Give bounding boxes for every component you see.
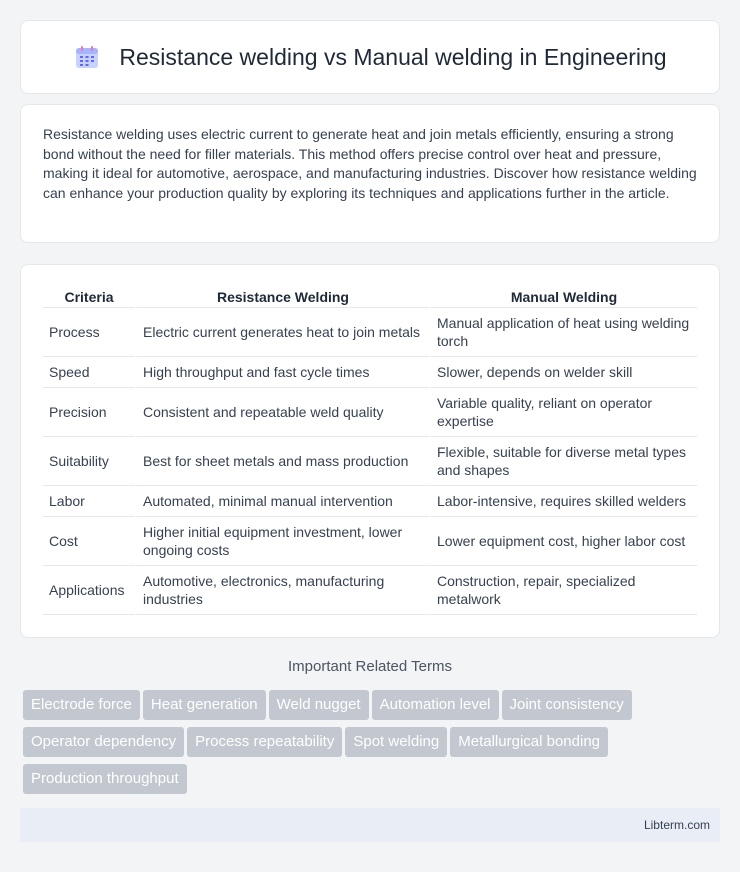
table-cell: Labor xyxy=(43,486,135,517)
table-cell: Manual application of heat using welding torch xyxy=(429,308,697,357)
footer-site-link[interactable]: Libterm.com xyxy=(643,818,710,832)
document-grid-icon xyxy=(73,43,101,71)
table-row xyxy=(43,486,697,517)
intro-card xyxy=(20,104,720,243)
related-term-tag[interactable]: Joint consistency xyxy=(502,690,632,720)
table-cell: Labor-intensive, requires skilled welders xyxy=(429,486,697,517)
table-row xyxy=(43,357,697,388)
related-term-tag[interactable]: Spot welding xyxy=(345,727,447,757)
related-terms-title: Important Related Terms xyxy=(288,658,452,675)
related-term-tag[interactable]: Automation level xyxy=(372,690,499,720)
table-cell: Consistent and repeatable weld quality xyxy=(135,388,429,437)
intro-text: Resistance welding uses electric current to generate heat and join metals efficiently, ensuring a strong bond without the need for filler materials. This method offers precise control over heat and pressure, making it ideal for automotive, aerospace, and manufacturing industries. Discover how resistance welding can enhance your production quality by exploring its techniques and applications further in the article. xyxy=(43,126,697,201)
table-cell: Variable quality, reliant on operator expertise xyxy=(429,388,697,437)
related-terms-list xyxy=(23,690,723,801)
related-term-tag[interactable]: Weld nugget xyxy=(269,690,369,720)
table-row xyxy=(43,308,697,357)
table-cell: Automotive, electronics, manufacturing industries xyxy=(135,566,429,615)
table-cell: Precision xyxy=(43,388,135,437)
table-cell: Best for sheet metals and mass production xyxy=(135,437,429,486)
page-title: Resistance welding vs Manual welding in Engineering xyxy=(119,43,667,70)
header-criteria: Criteria xyxy=(43,285,135,308)
table-cell: Higher initial equipment investment, lower ongoing costs xyxy=(135,517,429,566)
table-cell: Suitability xyxy=(43,437,135,486)
related-term-tag[interactable]: Production throughput xyxy=(23,764,187,794)
table-cell: Flexible, suitable for diverse metal types and shapes xyxy=(429,437,697,486)
table-cell: Automated, minimal manual intervention xyxy=(135,486,429,517)
table-header-row xyxy=(43,285,697,308)
table-cell: Cost xyxy=(43,517,135,566)
table-cell: Applications xyxy=(43,566,135,615)
table-cell: Slower, depends on welder skill xyxy=(429,357,697,388)
table-cell: Electric current generates heat to join metals xyxy=(135,308,429,357)
table-cell: Speed xyxy=(43,357,135,388)
related-term-tag[interactable]: Operator dependency xyxy=(23,727,184,757)
header-resistance-welding: Resistance Welding xyxy=(135,285,429,308)
header-manual-welding: Manual Welding xyxy=(429,285,697,308)
footer xyxy=(20,808,720,842)
header-card xyxy=(20,20,720,94)
table-row xyxy=(43,388,697,437)
table-row xyxy=(43,437,697,486)
comparison-table-card xyxy=(20,264,720,638)
table-row xyxy=(43,517,697,566)
table-row xyxy=(43,566,697,615)
related-term-tag[interactable]: Heat generation xyxy=(143,690,266,720)
related-term-tag[interactable]: Electrode force xyxy=(23,690,140,720)
table-cell: Lower equipment cost, higher labor cost xyxy=(429,517,697,566)
related-term-tag[interactable]: Metallurgical bonding xyxy=(450,727,608,757)
related-term-tag[interactable]: Process repeatability xyxy=(187,727,342,757)
table-cell: Construction, repair, specialized metalwork xyxy=(429,566,697,615)
table-cell: Process xyxy=(43,308,135,357)
table-cell: High throughput and fast cycle times xyxy=(135,357,429,388)
comparison-table xyxy=(43,285,697,615)
